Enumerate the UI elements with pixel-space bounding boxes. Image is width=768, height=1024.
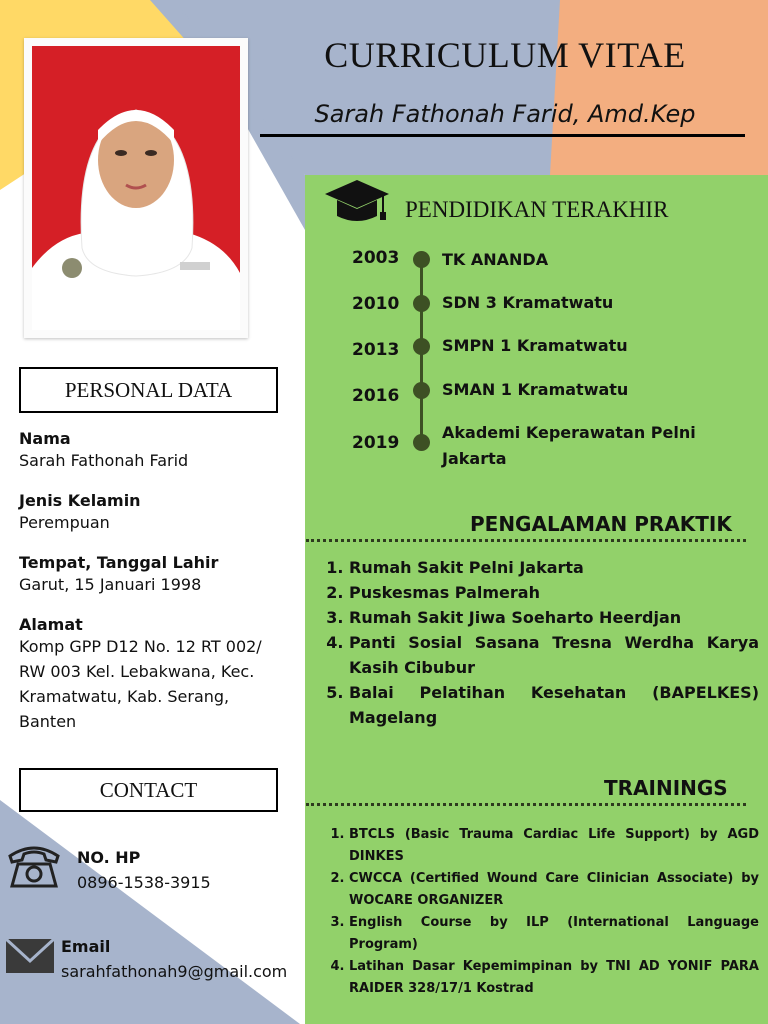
person-name: Sarah Fathonah Farid, Amd.Kep bbox=[314, 100, 696, 128]
trainings-list bbox=[325, 824, 759, 1000]
birth-value: Garut, 15 Januari 1998 bbox=[19, 575, 202, 594]
portrait-image bbox=[24, 38, 248, 338]
edu-school: TK ANANDA bbox=[442, 250, 549, 269]
timeline-dot bbox=[413, 295, 430, 312]
profile-photo bbox=[24, 38, 248, 338]
list-item: 2. Puskesmas Palmerah bbox=[349, 580, 759, 605]
graduation-cap-icon bbox=[323, 178, 391, 226]
trainings-heading: TRAININGS bbox=[604, 776, 728, 800]
dotted-divider bbox=[306, 539, 746, 542]
dotted-divider bbox=[306, 803, 746, 806]
list-item: 5. Balai Pelatihan Kesehatan (BAPELKES) Magelang bbox=[349, 680, 759, 730]
edu-school: Akademi Keperawatan Pelni bbox=[442, 423, 696, 442]
list-item: 1. BTCLS (Basic Trauma Cardiac Life Support) by AGD DINKES bbox=[349, 824, 759, 868]
name-label: Nama bbox=[19, 429, 71, 448]
edu-year: 2013 bbox=[352, 340, 400, 360]
edu-year: 2003 bbox=[352, 248, 400, 268]
orange-corner-shape bbox=[550, 0, 768, 175]
list-item: 4. Panti Sosial Sasana Tresna Werdha Karya Kasih Cibubur bbox=[349, 630, 759, 680]
edu-school: SMAN 1 Kramatwatu bbox=[442, 380, 629, 399]
timeline-dot bbox=[413, 434, 430, 451]
phone-value[interactable]: 0896-1538-3915 bbox=[77, 873, 211, 892]
name-underline bbox=[260, 134, 745, 137]
gender-value: Perempuan bbox=[19, 513, 110, 532]
personal-data-section bbox=[19, 429, 299, 734]
gender-label: Jenis Kelamin bbox=[19, 491, 141, 510]
edu-school: SDN 3 Kramatwatu bbox=[442, 293, 614, 312]
envelope-icon bbox=[4, 935, 56, 977]
experience-list bbox=[325, 555, 759, 730]
timeline-dot bbox=[413, 338, 430, 355]
email-value[interactable]: sarahfathonah9@gmail.com bbox=[61, 962, 288, 981]
email-label: Email bbox=[61, 937, 111, 956]
address-label: Alamat bbox=[19, 615, 83, 634]
list-item: 3. Rumah Sakit Jiwa Soeharto Heerdjan bbox=[349, 605, 759, 630]
contact-heading: CONTACT bbox=[19, 768, 278, 812]
education-heading: PENDIDIKAN TERAKHIR bbox=[405, 197, 669, 222]
edu-year: 2016 bbox=[352, 386, 400, 406]
list-item: 2. CWCCA (Certified Wound Care Clinician Associate) by WOCARE ORGANIZER bbox=[349, 868, 759, 912]
experience-heading: PENGALAMAN PRAKTIK bbox=[470, 512, 732, 536]
name-value: Sarah Fathonah Farid bbox=[19, 451, 189, 470]
address-line: Komp GPP D12 No. 12 RT 002/ bbox=[19, 637, 262, 656]
timeline-dot bbox=[413, 382, 430, 399]
edu-school: Jakarta bbox=[442, 449, 507, 468]
list-item: 1. Rumah Sakit Pelni Jakarta bbox=[349, 555, 759, 580]
address-line: RW 003 Kel. Lebakwana, Kec. bbox=[19, 662, 255, 681]
page-title: CURRICULUM VITAE bbox=[324, 35, 686, 75]
edu-school: SMPN 1 Kramatwatu bbox=[442, 336, 628, 355]
list-item: 3. English Course by ILP (International Language Program) bbox=[349, 912, 759, 956]
birth-label: Tempat, Tanggal Lahir bbox=[19, 553, 219, 572]
edu-year: 2019 bbox=[352, 433, 400, 453]
personal-data-heading: PERSONAL DATA bbox=[19, 367, 278, 413]
address-line: Banten bbox=[19, 712, 77, 731]
edu-year: 2010 bbox=[352, 294, 400, 314]
timeline-dot bbox=[413, 251, 430, 268]
telephone-icon bbox=[6, 840, 62, 890]
bluegrey-bottom-shape bbox=[0, 800, 300, 1024]
address-line: Kramatwatu, Kab. Serang, bbox=[19, 687, 230, 706]
phone-label: NO. HP bbox=[77, 848, 141, 867]
list-item: 4. Latihan Dasar Kepemimpinan by TNI AD YONIF PARA RAIDER 328/17/1 Kostrad bbox=[349, 956, 759, 1000]
